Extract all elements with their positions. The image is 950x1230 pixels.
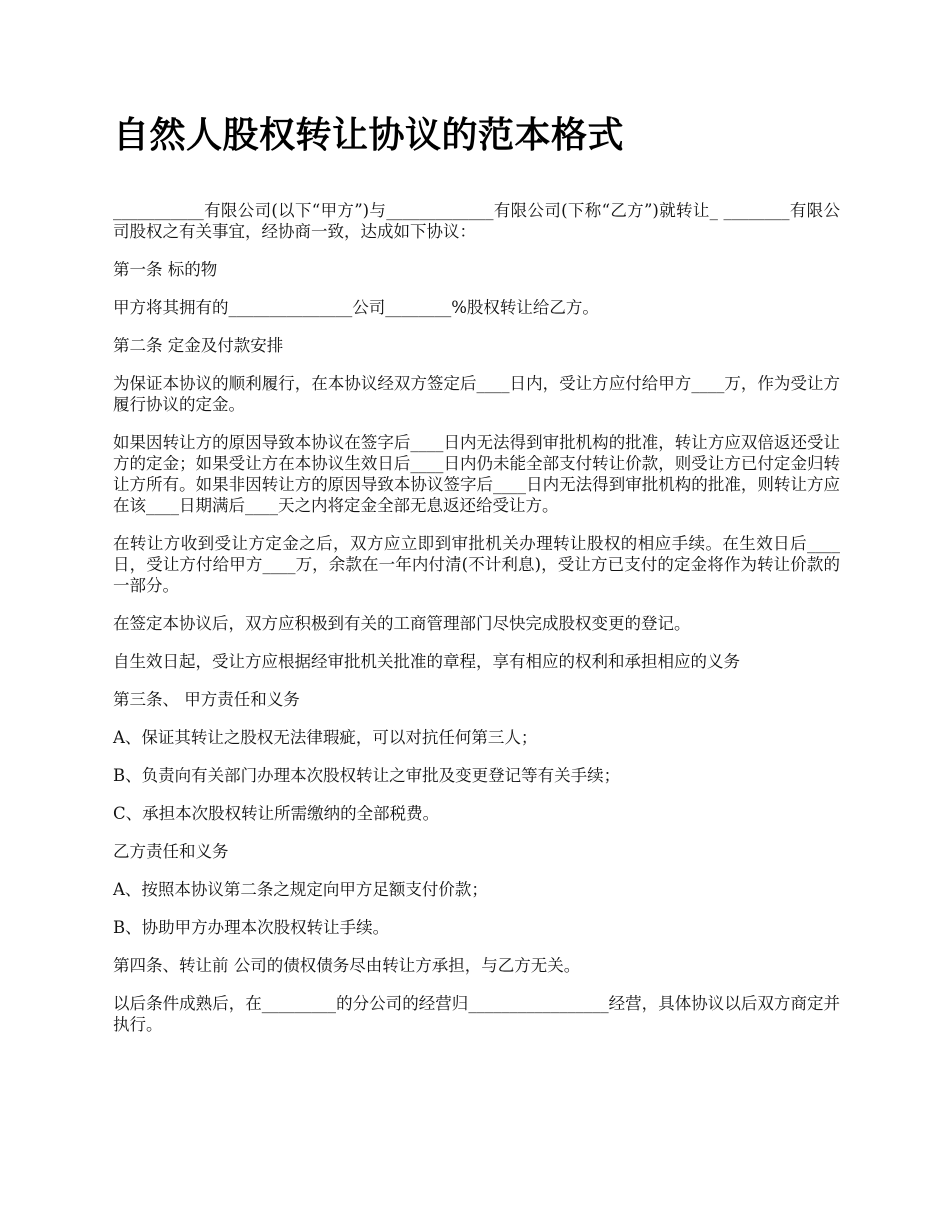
paragraph-payment-terms: 在转让方收到受让方定金之后，双方应立即到审批机关办理转让股权的相应手续。在生效日后____日，受让方付给甲方____万，余款在一年内付清(不计利息)，受让方已支付的定金将作为转让价款的一部分。 [113,534,840,595]
document-title: 自然人股权转让协议的范本格式 [113,115,625,156]
list-item-party-a-a: A、保证其转让之股权无法律瑕疵，可以对抗任何第三人； [113,728,538,747]
section-heading-party-b: 乙方责任和义务 [113,842,229,861]
paragraph-deposit-return: 如果因转让方的原因导致本协议在签字后____日内无法得到审批机构的批准，转让方应双倍返还受让方的定金；如果受让方在本协议生效日后____日内仍未能全部支付转让价款，则受让方已付定金归转让方所有。如果非因转让方的原因导致本协议签字后____日内无法得到审批机构的批准，则转让方应在该____日期满后____天之内将定金全部无息返还给受让方。 [113,433,840,515]
paragraph-registration: 在签定本协议后，双方应积极到有关的工商管理部门尽快完成股权变更的登记。 [113,614,691,633]
paragraph-deposit: 为保证本协议的顺利履行，在本协议经双方签定后____日内，受让方应付给甲方____万，作为受让方履行协议的定金。 [113,374,840,414]
paragraph-intro: ___________有限公司(以下“甲方”)与_____________有限公司(下称“乙方”)就转让_ ________有限公司股权之有关事宜，经协商一致，达成如下协议： [113,201,840,241]
document-page [113,112,840,1052]
section-heading-3: 第三条、 甲方责任和义务 [113,690,300,709]
paragraph-transfer-target: 甲方将其拥有的_______________公司________%股权转让给乙方。 [113,298,599,317]
section-heading-2: 第二条 定金及付款安排 [113,336,284,355]
list-item-party-b-a: A、按照本协议第二条之规定向甲方足额支付价款； [113,880,488,899]
section-heading-4: 第四条、转让前 公司的债权债务尽由转让方承担，与乙方无关。 [113,956,581,975]
paragraph-rights-obligations: 自生效日起，受让方应根据经审批机关批准的章程，享有相应的权利和承担相应的义务 [113,652,740,671]
list-item-party-a-b: B、负责向有关部门办理本次股权转让之审批及变更登记等有关手续； [113,766,621,785]
list-item-party-b-b: B、协助甲方办理本次股权转让手续。 [113,918,390,937]
paragraph-branch-management: 以后条件成熟后，在_________的分公司的经营归_________________经营，具体协议以后双方商定并执行。 [113,994,840,1034]
list-item-party-a-c: C、承担本次股权转让所需缴纳的全部税费。 [113,804,440,823]
section-heading-1: 第一条 标的物 [113,260,218,279]
